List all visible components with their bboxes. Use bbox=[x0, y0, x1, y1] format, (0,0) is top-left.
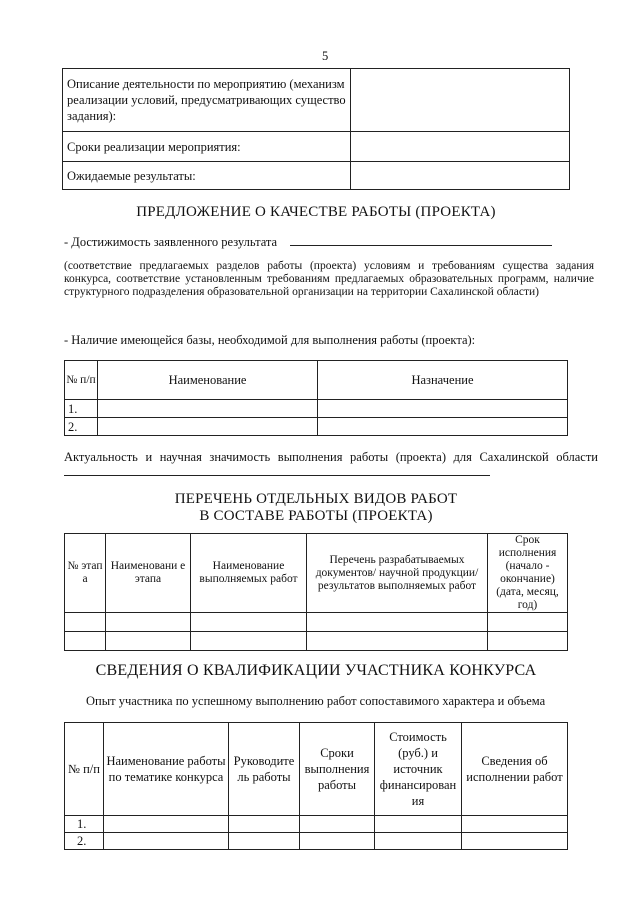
works-header-stage-name: Наименовани е этапа bbox=[106, 534, 191, 613]
works-cell[interactable] bbox=[106, 632, 191, 651]
activity-table bbox=[62, 68, 570, 190]
works-cell[interactable] bbox=[65, 613, 106, 632]
activity-results-label: Ожидаемые результаты: bbox=[63, 162, 351, 190]
works-header-documents: Перечень разрабатываемых документов/ научной продукции/результатов выполняемых работ bbox=[307, 534, 488, 613]
qual-cell[interactable] bbox=[375, 833, 462, 850]
achievability-input-line[interactable] bbox=[290, 245, 552, 246]
qual-header-execution: Сведения об исполнении работ bbox=[462, 723, 568, 816]
qualification-table bbox=[64, 722, 568, 850]
qual-cell[interactable] bbox=[300, 833, 375, 850]
qual-cell[interactable] bbox=[104, 816, 229, 833]
base-table bbox=[64, 360, 568, 436]
base-header-purpose: Назначение bbox=[318, 361, 568, 400]
qual-header-work-name: Наименование работы по тематике конкурса bbox=[104, 723, 229, 816]
works-cell[interactable] bbox=[65, 632, 106, 651]
qual-header-number: № п/п bbox=[65, 723, 104, 816]
qual-cell[interactable] bbox=[229, 833, 300, 850]
page-number: 5 bbox=[322, 49, 329, 63]
base-row-number: 2. bbox=[65, 418, 98, 436]
quality-heading: ПРЕДЛОЖЕНИЕ О КАЧЕСТВЕ РАБОТЫ (ПРОЕКТА) bbox=[136, 204, 496, 220]
works-cell[interactable] bbox=[488, 613, 568, 632]
base-row-name[interactable] bbox=[98, 418, 318, 436]
qual-header-terms: Сроки выполнения работы bbox=[300, 723, 375, 816]
works-cell[interactable] bbox=[307, 632, 488, 651]
qual-cell[interactable] bbox=[229, 816, 300, 833]
base-row-name[interactable] bbox=[98, 400, 318, 418]
qual-cell[interactable] bbox=[104, 833, 229, 850]
quality-paragraph: (соответствие предлагаемых разделов работы (проекта) условиям и требованиям существа задания конкурса, соответствие установленным требованиям предлагаемых образовательных программ, наличие структурного подразделения образовательной организации на территории Сахалинской области) bbox=[64, 260, 594, 298]
works-cell[interactable] bbox=[191, 632, 307, 651]
works-cell[interactable] bbox=[191, 613, 307, 632]
activity-results-value[interactable] bbox=[351, 162, 570, 190]
activity-terms-label: Сроки реализации мероприятия: bbox=[63, 132, 351, 162]
works-header-stage-number: № этап а bbox=[65, 534, 106, 613]
qualification-heading: СВЕДЕНИЯ О КВАЛИФИКАЦИИ УЧАСТНИКА КОНКУРСА bbox=[95, 662, 537, 679]
activity-description-label: Описание деятельности по мероприятию (механизм реализации условий, предусматривающих существо задания): bbox=[63, 69, 351, 132]
works-heading-line1: ПЕРЕЧЕНЬ ОТДЕЛЬНЫХ ВИДОВ РАБОТ bbox=[174, 491, 458, 507]
base-header-name: Наименование bbox=[98, 361, 318, 400]
activity-terms-value[interactable] bbox=[351, 132, 570, 162]
qual-row-number: 2. bbox=[65, 833, 104, 850]
qual-header-manager: Руководите ль работы bbox=[229, 723, 300, 816]
qual-row-number: 1. bbox=[65, 816, 104, 833]
activity-description-value[interactable] bbox=[351, 69, 570, 132]
base-header-number: № п/п bbox=[65, 361, 98, 400]
base-row-purpose[interactable] bbox=[318, 400, 568, 418]
achievability-label: - Достижимость заявленного результата bbox=[64, 235, 278, 249]
works-cell[interactable] bbox=[488, 632, 568, 651]
qual-header-cost: Стоимость (руб.) и источник финансирован ия bbox=[375, 723, 462, 816]
qual-cell[interactable] bbox=[462, 833, 568, 850]
works-heading-line2: В СОСТАВЕ РАБОТЫ (ПРОЕКТА) bbox=[199, 508, 433, 524]
base-row-purpose[interactable] bbox=[318, 418, 568, 436]
qual-cell[interactable] bbox=[300, 816, 375, 833]
relevance-label: Актуальность и научная значимость выполнения работы (проекта) для Сахалинской области bbox=[64, 450, 598, 464]
base-row-number: 1. bbox=[65, 400, 98, 418]
works-table bbox=[64, 533, 568, 651]
qual-cell[interactable] bbox=[375, 816, 462, 833]
relevance-input-line[interactable] bbox=[64, 475, 490, 476]
base-label: - Наличие имеющейся базы, необходимой для выполнения работы (проекта): bbox=[64, 333, 476, 347]
works-header-works-name: Наименование выполняемых работ bbox=[191, 534, 307, 613]
works-cell[interactable] bbox=[106, 613, 191, 632]
experience-label: Опыт участника по успешному выполнению работ сопоставимого характера и объема bbox=[86, 694, 546, 708]
works-cell[interactable] bbox=[307, 613, 488, 632]
works-header-deadline: Срок исполнения (начало - окончание) (дата, месяц, год) bbox=[488, 534, 568, 613]
qual-cell[interactable] bbox=[462, 816, 568, 833]
